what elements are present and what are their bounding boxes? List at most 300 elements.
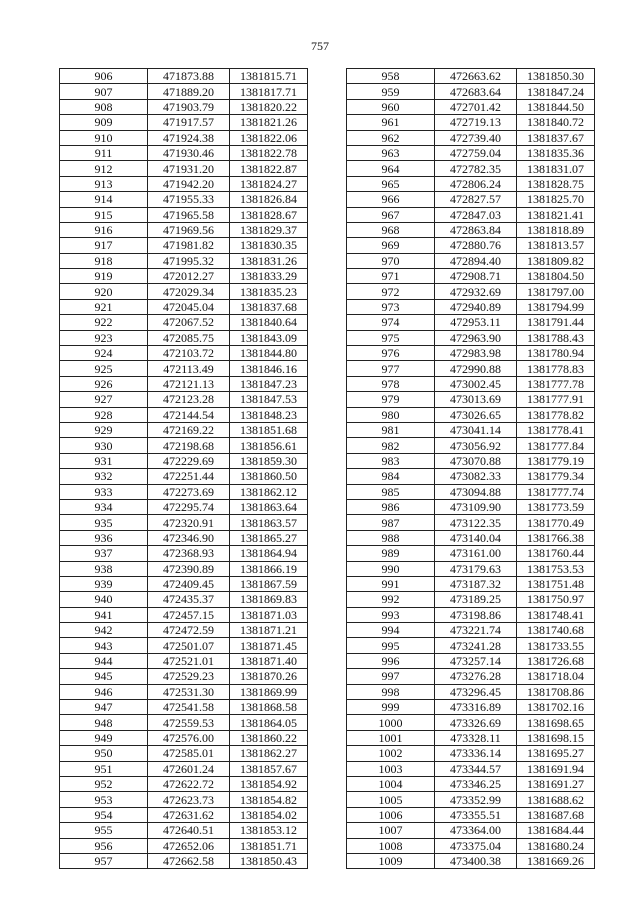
y-coordinate-cell: 1381794.99 — [517, 299, 595, 314]
point-number-cell: 947 — [60, 700, 148, 715]
table-row — [347, 161, 595, 176]
table-row — [60, 269, 308, 284]
table-row — [347, 792, 595, 807]
point-number-cell: 916 — [60, 222, 148, 237]
table-row — [60, 361, 308, 376]
x-coordinate-cell: 473276.28 — [435, 669, 517, 684]
point-number-cell: 939 — [60, 576, 148, 591]
y-coordinate-cell: 1381779.34 — [517, 469, 595, 484]
y-coordinate-cell: 1381859.30 — [230, 453, 308, 468]
x-coordinate-cell: 472085.75 — [148, 330, 230, 345]
point-number-cell: 931 — [60, 453, 148, 468]
page-number: 757 — [311, 39, 329, 53]
point-number-cell: 948 — [60, 715, 148, 730]
x-coordinate-cell: 472320.91 — [148, 515, 230, 530]
point-number-cell: 933 — [60, 484, 148, 499]
y-coordinate-cell: 1381822.06 — [230, 130, 308, 145]
x-coordinate-cell: 473109.90 — [435, 499, 517, 514]
point-number-cell: 992 — [347, 592, 435, 607]
table-row — [347, 376, 595, 391]
point-number-cell: 937 — [60, 546, 148, 561]
point-number-cell: 968 — [347, 222, 435, 237]
x-coordinate-cell: 473241.28 — [435, 638, 517, 653]
point-number-cell: 973 — [347, 299, 435, 314]
table-row — [347, 484, 595, 499]
y-coordinate-cell: 1381828.67 — [230, 207, 308, 222]
y-coordinate-cell: 1381820.22 — [230, 99, 308, 114]
x-coordinate-cell: 471931.20 — [148, 161, 230, 176]
point-number-cell: 998 — [347, 684, 435, 699]
y-coordinate-cell: 1381854.92 — [230, 776, 308, 791]
x-coordinate-cell: 473344.57 — [435, 761, 517, 776]
table-row — [347, 392, 595, 407]
table-row — [347, 684, 595, 699]
y-coordinate-cell: 1381851.71 — [230, 838, 308, 853]
x-coordinate-cell: 473352.99 — [435, 792, 517, 807]
x-coordinate-cell: 472623.73 — [148, 792, 230, 807]
point-number-cell: 955 — [60, 823, 148, 838]
x-coordinate-cell: 471903.79 — [148, 99, 230, 114]
table-row — [347, 253, 595, 268]
y-coordinate-cell: 1381777.78 — [517, 376, 595, 391]
x-coordinate-cell: 473094.88 — [435, 484, 517, 499]
x-coordinate-cell: 473026.65 — [435, 407, 517, 422]
table-row — [347, 453, 595, 468]
point-number-cell: 995 — [347, 638, 435, 653]
y-coordinate-cell: 1381826.84 — [230, 192, 308, 207]
table-row — [60, 69, 308, 84]
table-row — [347, 192, 595, 207]
point-number-cell: 1004 — [347, 776, 435, 791]
x-coordinate-cell: 473328.11 — [435, 730, 517, 745]
point-number-cell: 956 — [60, 838, 148, 853]
y-coordinate-cell: 1381822.87 — [230, 161, 308, 176]
y-coordinate-cell: 1381863.64 — [230, 499, 308, 514]
y-coordinate-cell: 1381779.19 — [517, 453, 595, 468]
x-coordinate-cell: 471930.46 — [148, 145, 230, 160]
point-number-cell: 1002 — [347, 746, 435, 761]
point-number-cell: 927 — [60, 392, 148, 407]
point-number-cell: 935 — [60, 515, 148, 530]
table-row — [60, 222, 308, 237]
x-coordinate-cell: 473198.86 — [435, 607, 517, 622]
point-number-cell: 953 — [60, 792, 148, 807]
x-coordinate-cell: 473326.69 — [435, 715, 517, 730]
y-coordinate-cell: 1381780.94 — [517, 346, 595, 361]
table-row — [60, 130, 308, 145]
table-row — [60, 192, 308, 207]
table-row — [60, 561, 308, 576]
point-number-cell: 970 — [347, 253, 435, 268]
y-coordinate-cell: 1381853.12 — [230, 823, 308, 838]
x-coordinate-cell: 471981.82 — [148, 238, 230, 253]
x-coordinate-cell: 473070.88 — [435, 453, 517, 468]
table-row — [347, 145, 595, 160]
y-coordinate-cell: 1381797.00 — [517, 284, 595, 299]
table-row — [60, 838, 308, 853]
x-coordinate-cell: 473161.00 — [435, 546, 517, 561]
x-coordinate-cell: 471965.58 — [148, 207, 230, 222]
y-coordinate-cell: 1381669.26 — [517, 853, 595, 868]
y-coordinate-cell: 1381847.53 — [230, 392, 308, 407]
point-number-cell: 972 — [347, 284, 435, 299]
y-coordinate-cell: 1381748.41 — [517, 607, 595, 622]
y-coordinate-cell: 1381837.68 — [230, 299, 308, 314]
table-row — [347, 746, 595, 761]
point-number-cell: 978 — [347, 376, 435, 391]
y-coordinate-cell: 1381840.72 — [517, 115, 595, 130]
x-coordinate-cell: 472541.58 — [148, 700, 230, 715]
point-number-cell: 913 — [60, 176, 148, 191]
y-coordinate-cell: 1381815.71 — [230, 69, 308, 84]
point-number-cell: 938 — [60, 561, 148, 576]
table-row — [60, 484, 308, 499]
y-coordinate-cell: 1381770.49 — [517, 515, 595, 530]
y-coordinate-cell: 1381740.68 — [517, 623, 595, 638]
x-coordinate-cell: 473221.74 — [435, 623, 517, 638]
x-coordinate-cell: 472701.42 — [435, 99, 517, 114]
y-coordinate-cell: 1381733.55 — [517, 638, 595, 653]
table-row — [347, 69, 595, 84]
table-row — [60, 792, 308, 807]
y-coordinate-cell: 1381809.82 — [517, 253, 595, 268]
y-coordinate-cell: 1381766.38 — [517, 530, 595, 545]
point-number-cell: 974 — [347, 315, 435, 330]
table-row — [347, 807, 595, 822]
table-row — [60, 284, 308, 299]
table-row — [60, 299, 308, 314]
y-coordinate-cell: 1381870.26 — [230, 669, 308, 684]
point-number-cell: 990 — [347, 561, 435, 576]
point-number-cell: 994 — [347, 623, 435, 638]
table-row — [60, 315, 308, 330]
point-number-cell: 1000 — [347, 715, 435, 730]
point-number-cell: 928 — [60, 407, 148, 422]
point-number-cell: 986 — [347, 499, 435, 514]
y-coordinate-cell: 1381778.83 — [517, 361, 595, 376]
y-coordinate-cell: 1381691.27 — [517, 776, 595, 791]
x-coordinate-cell: 472863.84 — [435, 222, 517, 237]
table-row — [60, 469, 308, 484]
y-coordinate-cell: 1381869.83 — [230, 592, 308, 607]
y-coordinate-cell: 1381843.09 — [230, 330, 308, 345]
point-number-cell: 963 — [347, 145, 435, 160]
y-coordinate-cell: 1381867.59 — [230, 576, 308, 591]
y-coordinate-cell: 1381718.04 — [517, 669, 595, 684]
point-number-cell: 919 — [60, 269, 148, 284]
y-coordinate-cell: 1381695.27 — [517, 746, 595, 761]
y-coordinate-cell: 1381871.40 — [230, 653, 308, 668]
y-coordinate-cell: 1381857.67 — [230, 761, 308, 776]
table-row — [347, 623, 595, 638]
table-row — [347, 823, 595, 838]
table-row — [60, 807, 308, 822]
x-coordinate-cell: 472576.00 — [148, 730, 230, 745]
table-row — [347, 499, 595, 514]
point-number-cell: 997 — [347, 669, 435, 684]
table-row — [347, 130, 595, 145]
point-number-cell: 966 — [347, 192, 435, 207]
x-coordinate-cell: 472169.22 — [148, 422, 230, 437]
x-coordinate-cell: 473364.00 — [435, 823, 517, 838]
x-coordinate-cell: 472521.01 — [148, 653, 230, 668]
point-number-cell: 911 — [60, 145, 148, 160]
y-coordinate-cell: 1381850.43 — [230, 853, 308, 868]
x-coordinate-cell: 472198.68 — [148, 438, 230, 453]
table-row — [347, 669, 595, 684]
coordinates-table-left — [59, 68, 308, 869]
x-coordinate-cell: 472585.01 — [148, 746, 230, 761]
table-row — [60, 730, 308, 745]
point-number-cell: 967 — [347, 207, 435, 222]
table-row — [60, 346, 308, 361]
x-coordinate-cell: 471955.33 — [148, 192, 230, 207]
table-row — [347, 238, 595, 253]
table-row — [347, 330, 595, 345]
x-coordinate-cell: 472663.62 — [435, 69, 517, 84]
x-coordinate-cell: 472368.93 — [148, 546, 230, 561]
table-row — [60, 592, 308, 607]
point-number-cell: 942 — [60, 623, 148, 638]
x-coordinate-cell: 472295.74 — [148, 499, 230, 514]
y-coordinate-cell: 1381871.03 — [230, 607, 308, 622]
table-row — [60, 115, 308, 130]
table-row — [60, 853, 308, 868]
y-coordinate-cell: 1381847.23 — [230, 376, 308, 391]
x-coordinate-cell: 472759.04 — [435, 145, 517, 160]
table-row — [60, 530, 308, 545]
y-coordinate-cell: 1381830.35 — [230, 238, 308, 253]
point-number-cell: 944 — [60, 653, 148, 668]
y-coordinate-cell: 1381844.80 — [230, 346, 308, 361]
table-row — [347, 176, 595, 191]
point-number-cell: 923 — [60, 330, 148, 345]
y-coordinate-cell: 1381871.45 — [230, 638, 308, 653]
y-coordinate-cell: 1381726.68 — [517, 653, 595, 668]
table-row — [347, 438, 595, 453]
x-coordinate-cell: 472990.88 — [435, 361, 517, 376]
y-coordinate-cell: 1381778.82 — [517, 407, 595, 422]
table-row — [60, 653, 308, 668]
point-number-cell: 930 — [60, 438, 148, 453]
y-coordinate-cell: 1381773.59 — [517, 499, 595, 514]
y-coordinate-cell: 1381850.30 — [517, 69, 595, 84]
x-coordinate-cell: 472121.13 — [148, 376, 230, 391]
x-coordinate-cell: 472067.52 — [148, 315, 230, 330]
table-row — [347, 607, 595, 622]
x-coordinate-cell: 473082.33 — [435, 469, 517, 484]
y-coordinate-cell: 1381865.27 — [230, 530, 308, 545]
y-coordinate-cell: 1381854.82 — [230, 792, 308, 807]
point-number-cell: 946 — [60, 684, 148, 699]
y-coordinate-cell: 1381844.50 — [517, 99, 595, 114]
table-row — [60, 161, 308, 176]
point-number-cell: 951 — [60, 761, 148, 776]
x-coordinate-cell: 472622.72 — [148, 776, 230, 791]
x-coordinate-cell: 472029.34 — [148, 284, 230, 299]
point-number-cell: 924 — [60, 346, 148, 361]
x-coordinate-cell: 473056.92 — [435, 438, 517, 453]
point-number-cell: 910 — [60, 130, 148, 145]
table-row — [347, 761, 595, 776]
point-number-cell: 1005 — [347, 792, 435, 807]
point-number-cell: 906 — [60, 69, 148, 84]
y-coordinate-cell: 1381817.71 — [230, 84, 308, 99]
x-coordinate-cell: 472559.53 — [148, 715, 230, 730]
x-coordinate-cell: 472409.45 — [148, 576, 230, 591]
point-number-cell: 943 — [60, 638, 148, 653]
y-coordinate-cell: 1381837.67 — [517, 130, 595, 145]
x-coordinate-cell: 471917.57 — [148, 115, 230, 130]
point-number-cell: 982 — [347, 438, 435, 453]
table-row — [347, 422, 595, 437]
table-row — [60, 84, 308, 99]
table-row — [60, 776, 308, 791]
table-row — [347, 99, 595, 114]
x-coordinate-cell: 472273.69 — [148, 484, 230, 499]
x-coordinate-cell: 472932.69 — [435, 284, 517, 299]
table-row — [60, 99, 308, 114]
y-coordinate-cell: 1381862.12 — [230, 484, 308, 499]
point-number-cell: 958 — [347, 69, 435, 84]
table-row — [347, 838, 595, 853]
table-row — [60, 176, 308, 191]
table-row — [347, 576, 595, 591]
y-coordinate-cell: 1381864.94 — [230, 546, 308, 561]
y-coordinate-cell: 1381831.07 — [517, 161, 595, 176]
y-coordinate-cell: 1381833.29 — [230, 269, 308, 284]
table-row — [347, 530, 595, 545]
x-coordinate-cell: 472683.64 — [435, 84, 517, 99]
table-row — [60, 515, 308, 530]
y-coordinate-cell: 1381825.70 — [517, 192, 595, 207]
point-number-cell: 1001 — [347, 730, 435, 745]
x-coordinate-cell: 473002.45 — [435, 376, 517, 391]
y-coordinate-cell: 1381854.02 — [230, 807, 308, 822]
point-number-cell: 962 — [347, 130, 435, 145]
point-number-cell: 1006 — [347, 807, 435, 822]
table-row — [60, 499, 308, 514]
x-coordinate-cell: 472601.24 — [148, 761, 230, 776]
table-row — [347, 299, 595, 314]
point-number-cell: 989 — [347, 546, 435, 561]
table-row — [60, 330, 308, 345]
y-coordinate-cell: 1381869.99 — [230, 684, 308, 699]
point-number-cell: 921 — [60, 299, 148, 314]
table-row — [347, 638, 595, 653]
point-number-cell: 993 — [347, 607, 435, 622]
point-number-cell: 908 — [60, 99, 148, 114]
table-row — [60, 238, 308, 253]
table-row — [60, 700, 308, 715]
point-number-cell: 999 — [347, 700, 435, 715]
y-coordinate-cell: 1381684.44 — [517, 823, 595, 838]
point-number-cell: 987 — [347, 515, 435, 530]
x-coordinate-cell: 471942.20 — [148, 176, 230, 191]
y-coordinate-cell: 1381688.62 — [517, 792, 595, 807]
y-coordinate-cell: 1381846.16 — [230, 361, 308, 376]
x-coordinate-cell: 472529.23 — [148, 669, 230, 684]
point-number-cell: 949 — [60, 730, 148, 745]
point-number-cell: 981 — [347, 422, 435, 437]
point-number-cell: 925 — [60, 361, 148, 376]
table-row — [60, 638, 308, 653]
x-coordinate-cell: 473189.25 — [435, 592, 517, 607]
x-coordinate-cell: 473336.14 — [435, 746, 517, 761]
y-coordinate-cell: 1381777.74 — [517, 484, 595, 499]
table-row — [60, 607, 308, 622]
table-row — [60, 207, 308, 222]
y-coordinate-cell: 1381868.58 — [230, 700, 308, 715]
table-row — [60, 823, 308, 838]
point-number-cell: 969 — [347, 238, 435, 253]
point-number-cell: 932 — [60, 469, 148, 484]
x-coordinate-cell: 473400.38 — [435, 853, 517, 868]
table-row — [347, 653, 595, 668]
point-number-cell: 964 — [347, 161, 435, 176]
x-coordinate-cell: 472640.51 — [148, 823, 230, 838]
table-row — [60, 253, 308, 268]
y-coordinate-cell: 1381831.26 — [230, 253, 308, 268]
point-number-cell: 950 — [60, 746, 148, 761]
point-number-cell: 971 — [347, 269, 435, 284]
x-coordinate-cell: 472103.72 — [148, 346, 230, 361]
point-number-cell: 996 — [347, 653, 435, 668]
y-coordinate-cell: 1381791.44 — [517, 315, 595, 330]
point-number-cell: 952 — [60, 776, 148, 791]
x-coordinate-cell: 472251.44 — [148, 469, 230, 484]
table-row — [347, 361, 595, 376]
x-coordinate-cell: 473346.25 — [435, 776, 517, 791]
table-row — [60, 669, 308, 684]
x-coordinate-cell: 471969.56 — [148, 222, 230, 237]
point-number-cell: 988 — [347, 530, 435, 545]
y-coordinate-cell: 1381863.57 — [230, 515, 308, 530]
x-coordinate-cell: 473355.51 — [435, 807, 517, 822]
y-coordinate-cell: 1381751.48 — [517, 576, 595, 591]
point-number-cell: 976 — [347, 346, 435, 361]
point-number-cell: 1007 — [347, 823, 435, 838]
y-coordinate-cell: 1381821.41 — [517, 207, 595, 222]
y-coordinate-cell: 1381862.27 — [230, 746, 308, 761]
x-coordinate-cell: 472229.69 — [148, 453, 230, 468]
point-number-cell: 936 — [60, 530, 148, 545]
table-row — [347, 207, 595, 222]
x-coordinate-cell: 472144.54 — [148, 407, 230, 422]
y-coordinate-cell: 1381777.91 — [517, 392, 595, 407]
table-row — [347, 269, 595, 284]
x-coordinate-cell: 473013.69 — [435, 392, 517, 407]
table-row — [60, 453, 308, 468]
x-coordinate-cell: 472501.07 — [148, 638, 230, 653]
x-coordinate-cell: 472457.15 — [148, 607, 230, 622]
table-row — [347, 407, 595, 422]
x-coordinate-cell: 473316.89 — [435, 700, 517, 715]
table-row — [60, 407, 308, 422]
point-number-cell: 912 — [60, 161, 148, 176]
point-number-cell: 941 — [60, 607, 148, 622]
x-coordinate-cell: 471924.38 — [148, 130, 230, 145]
x-coordinate-cell: 473140.04 — [435, 530, 517, 545]
point-number-cell: 926 — [60, 376, 148, 391]
y-coordinate-cell: 1381753.53 — [517, 561, 595, 576]
table-row — [60, 715, 308, 730]
point-number-cell: 954 — [60, 807, 148, 822]
table-row — [60, 746, 308, 761]
x-coordinate-cell: 472045.04 — [148, 299, 230, 314]
point-number-cell: 918 — [60, 253, 148, 268]
point-number-cell: 1003 — [347, 761, 435, 776]
